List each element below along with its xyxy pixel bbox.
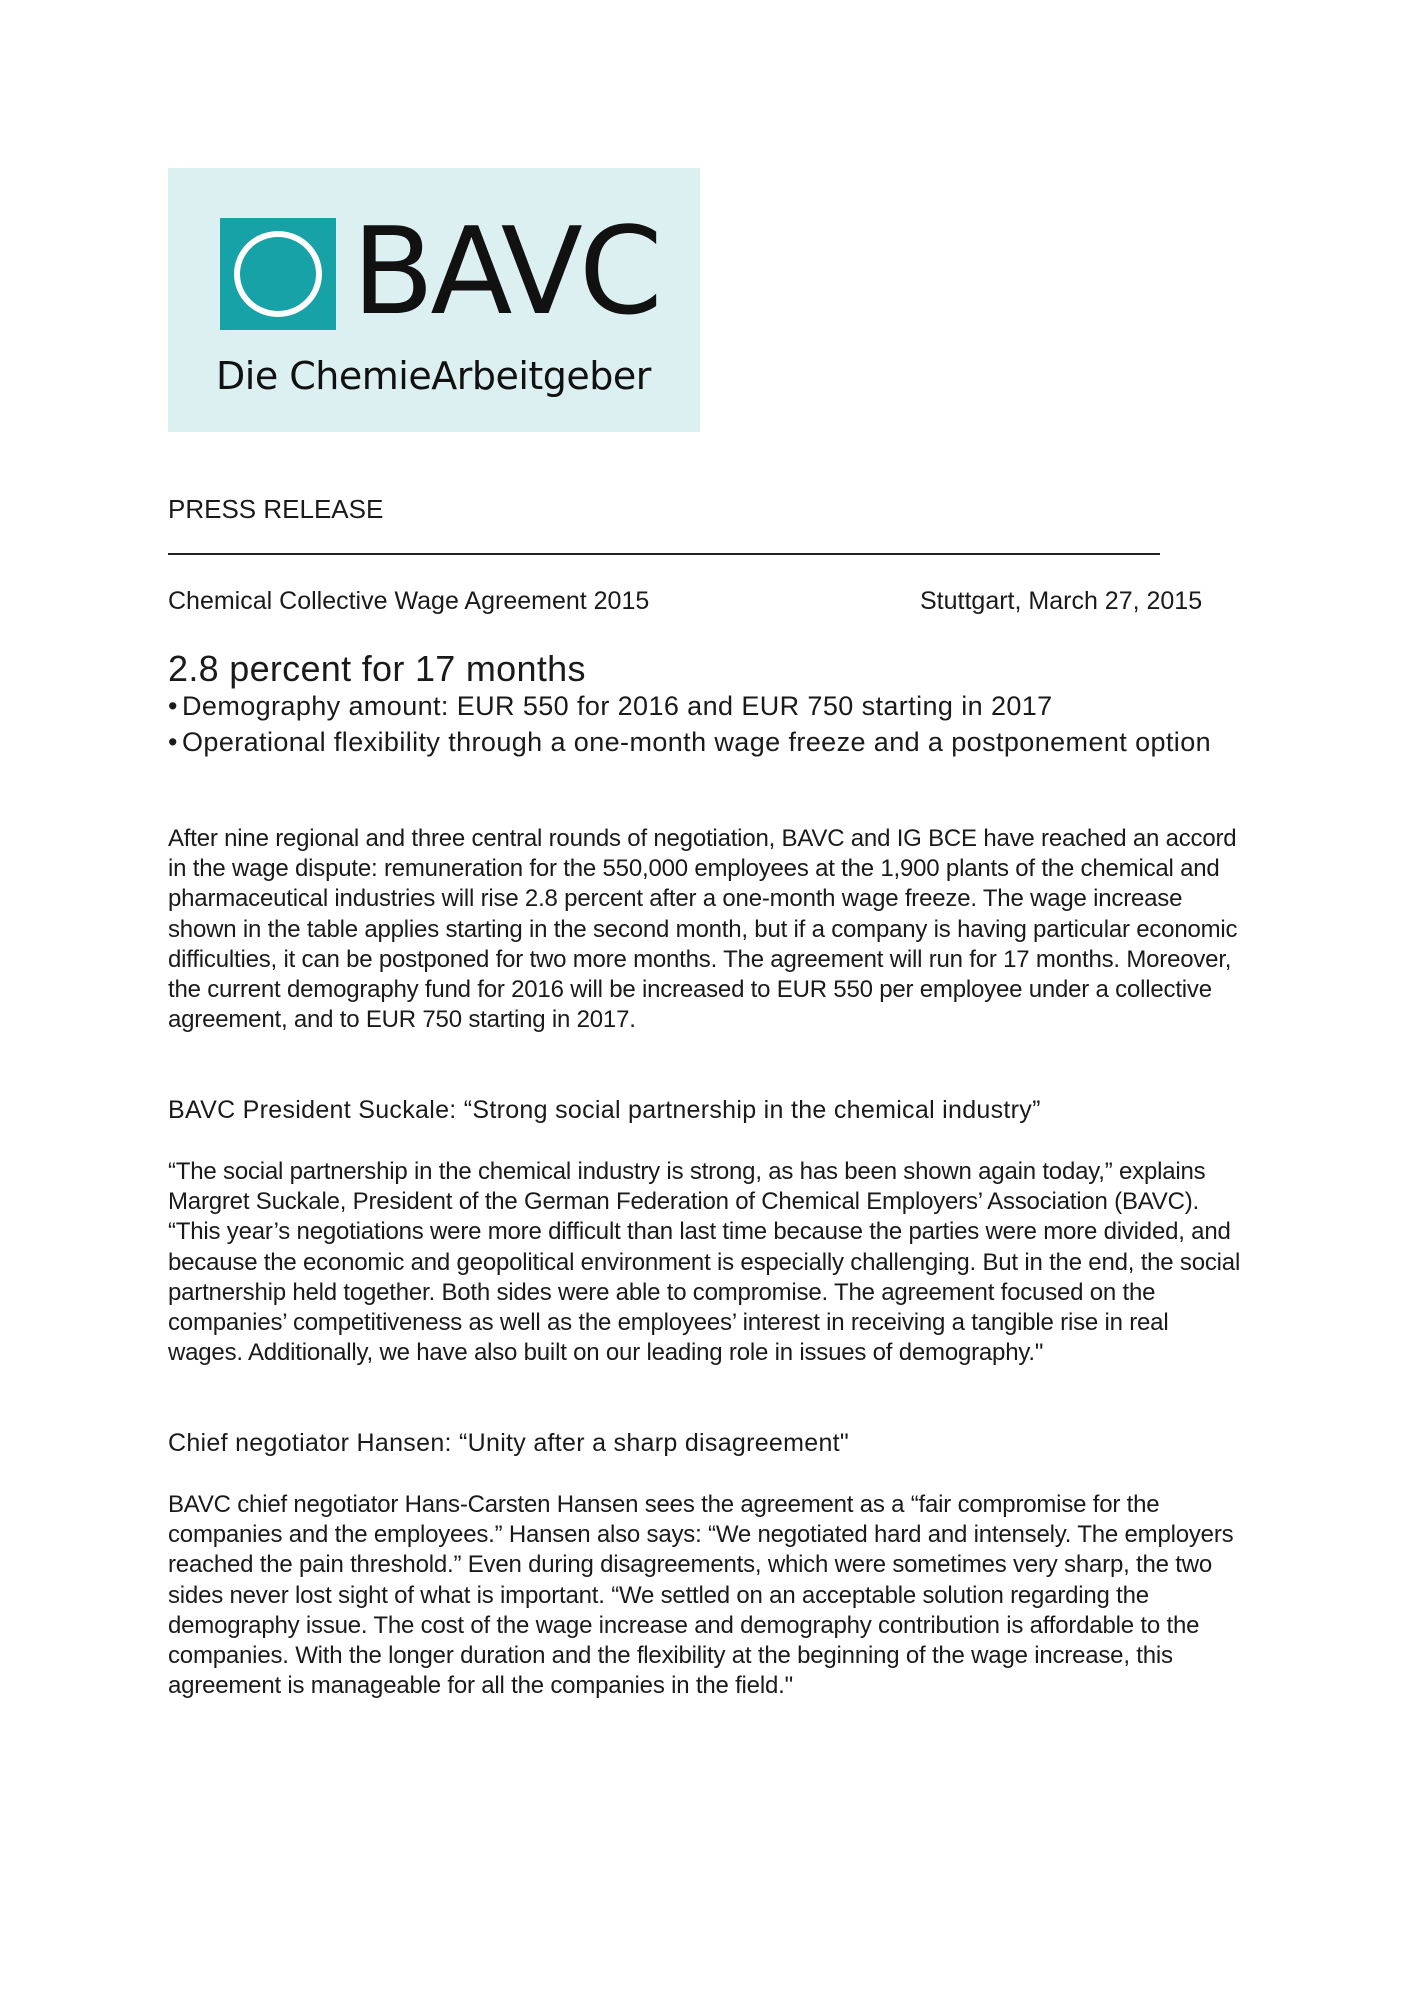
summary-bullet: • Operational flexibility through a one-month wage freeze and a postponement option — [168, 727, 1212, 757]
subject-line: Chemical Collective Wage Agreement 2015 — [168, 587, 650, 615]
header-divider — [168, 553, 1160, 555]
bullet-icon: • — [168, 691, 178, 721]
logo-tagline: Die ChemieArbeitgeber — [216, 354, 651, 398]
document-type: PRESS RELEASE — [168, 494, 384, 524]
logo-name: BAVC — [352, 203, 659, 342]
dateline: Stuttgart, March 27, 2015 — [920, 587, 1203, 615]
bullet-icon: • — [168, 727, 178, 757]
logo-ring-icon — [234, 231, 322, 317]
section-heading-hansen: Chief negotiator Hansen: “Unity after a sharp disagreement" — [168, 1429, 850, 1457]
section-heading-suckale: BAVC President Suckale: “Strong social partnership in the chemical industry” — [168, 1096, 1041, 1124]
headline: 2.8 percent for 17 months — [168, 648, 586, 689]
bavc-logo — [168, 168, 700, 432]
intro-paragraph: After nine regional and three central rounds of negotiation, BAVC and IG BCE have reached an accord in the wage dispute: remuneration for the 550,000 employees at the 1,900 plants of the chemical and pharmaceutical industries will rise 2.8 percent after a one-month wage freeze. The wage increase shown in the table applies starting in the second month, but if a company is having particular economic difficulties, it can be postponed for two more months. The agreement will run for 17 months. Moreover, the current demography fund for 2016 will be increased to EUR 550 per employee under a collective agreement, and to EUR 750 starting in 2017. — [168, 825, 1238, 1034]
summary-bullets — [168, 690, 1248, 762]
hansen-paragraph: BAVC chief negotiator Hans-Carsten Hansen sees the agreement as a “fair compromise for the companies and the employees.” Hansen also says: “We negotiated hard and intensely. The employers reached the pain threshold.” Even during disagreements, which were sometimes very sharp, the two sides never lost sight of what is important. “We settled on an acceptable solution regarding the demography issue. The cost of the wage increase and demography contribution is affordable to the companies. With the longer duration and the flexibility at the beginning of the wage increase, this agreement is manageable for all the companies in the field." — [168, 1491, 1234, 1700]
suckale-paragraph: “The social partnership in the chemical industry is strong, as has been shown again today,” explains Margret Suckale, President of the German Federation of Chemical Employers’ Association (BAVC). “This year’s negotiations were more difficult than last time because the parties were more divided, and because the economic and geopolitical environment is especially challenging. But in the end, the social partnership held together. Both sides were able to compromise. The agreement focused on the companies’ competitiveness as well as the employees’ interest in receiving a tangible rise in real wages. Additionally, we have also built on our leading role in issues of demography." — [168, 1158, 1241, 1367]
logo-mark-icon — [220, 218, 336, 330]
summary-bullet: • Demography amount: EUR 550 for 2016 and EUR 750 starting in 2017 — [168, 691, 1053, 721]
